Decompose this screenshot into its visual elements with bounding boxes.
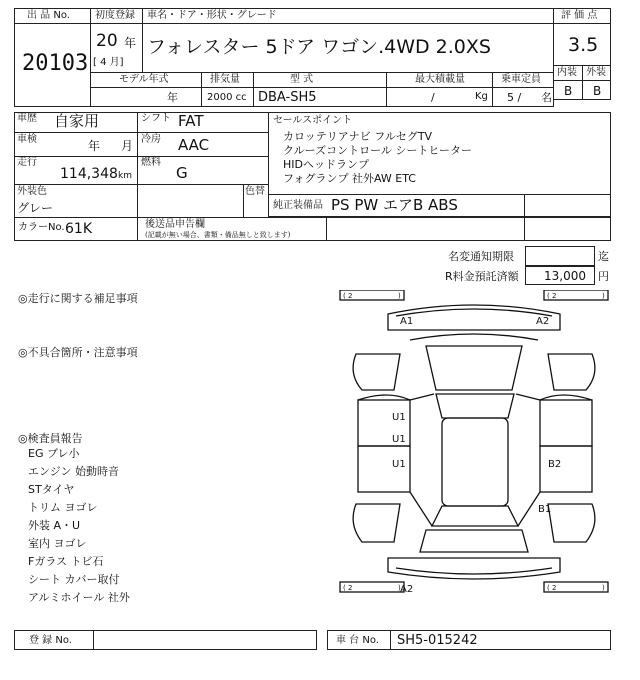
rear-window bbox=[432, 506, 518, 526]
lot-label-cell bbox=[14, 8, 91, 24]
roof bbox=[442, 418, 508, 506]
exterior-label-cell bbox=[582, 65, 611, 81]
inspection-month-unit: 月 bbox=[121, 139, 134, 153]
tyre-tag: ( 2 bbox=[547, 292, 557, 300]
rear-bumper bbox=[388, 558, 560, 579]
score-label-cell bbox=[553, 8, 611, 24]
lot-number-cell bbox=[14, 23, 91, 107]
exterior-label: 外装 bbox=[586, 67, 606, 78]
defects-heading: ◎不具合箇所・注意事項 bbox=[18, 346, 138, 359]
capacity: 5 / bbox=[507, 91, 522, 104]
equipment-extra-cell bbox=[524, 194, 611, 217]
fuel: G bbox=[176, 164, 188, 182]
inspector-line: トリム ヨゴレ bbox=[28, 501, 98, 514]
score-cell bbox=[553, 23, 611, 66]
color-no-label: カラーNo. bbox=[18, 222, 65, 233]
reg-value-cell bbox=[93, 630, 317, 650]
shift-label: シフト bbox=[141, 113, 171, 124]
inspector-line: 室内 ヨゴレ bbox=[28, 537, 87, 550]
car-damage-diagram bbox=[338, 290, 612, 608]
damage-mark: U1 bbox=[392, 412, 406, 423]
vehicle-name: フォレスター 5ドア ワゴン.4WD 2.0XS bbox=[147, 36, 491, 58]
first-reg-year: 20 bbox=[96, 31, 118, 51]
capacity-cell bbox=[492, 87, 554, 107]
color-no: 61K bbox=[65, 221, 92, 237]
tyre-tag: ( 2 bbox=[343, 584, 353, 592]
inspector-line: Fガラス トビ石 bbox=[28, 555, 104, 568]
history: 自家用 bbox=[54, 112, 100, 130]
max-load-label: 最大積載量 bbox=[415, 74, 465, 85]
tyre-tag: ( 2 bbox=[547, 584, 557, 592]
right-rear-fender bbox=[548, 504, 595, 542]
inspection-year-unit: 年 bbox=[88, 139, 101, 153]
docs-note: (記載が無い場合、書類・備品無しと致します) bbox=[145, 231, 291, 239]
vehicle-name-cell bbox=[142, 23, 554, 73]
chassis-label-cell bbox=[327, 630, 391, 650]
interior-grade: B bbox=[564, 84, 573, 98]
first-reg-month: [ 4 月] bbox=[93, 57, 124, 68]
lot-label: 出 品 No. bbox=[27, 10, 70, 21]
equipment-cell bbox=[268, 194, 525, 217]
recycle-amount: 13,000 bbox=[544, 269, 586, 283]
type: DBA-SH5 bbox=[258, 90, 317, 105]
tyre-tag: ( 2 bbox=[343, 292, 353, 300]
mileage: 114,348 bbox=[60, 166, 118, 182]
reg-label: 登 録 No. bbox=[29, 635, 72, 646]
damage-mark: U1 bbox=[392, 459, 406, 470]
model-year-label-cell bbox=[90, 72, 202, 88]
damage-mark: A2 bbox=[536, 316, 550, 327]
sales-point-line: クルーズコントロール シートヒーター bbox=[283, 144, 472, 157]
capacity-unit: 名 bbox=[541, 91, 552, 104]
hood bbox=[426, 346, 522, 390]
docs-extra-cell bbox=[326, 217, 525, 241]
mileage-unit: km bbox=[118, 171, 132, 181]
capacity-label: 乗車定員 bbox=[501, 74, 541, 85]
sales-point-line: カロッテリアナビ フルセグTV bbox=[283, 130, 433, 143]
vehicle-label-cell bbox=[142, 8, 554, 24]
docs-extra-cell bbox=[524, 217, 611, 241]
inspection-label: 車検 bbox=[17, 134, 37, 145]
reg-label-cell bbox=[14, 630, 94, 650]
model-year-unit: 年 bbox=[167, 91, 178, 104]
first-reg-cell bbox=[90, 23, 143, 73]
max-load-cell bbox=[386, 87, 493, 107]
displacement: 2000 cc bbox=[207, 92, 247, 103]
displacement-cell bbox=[201, 87, 254, 107]
aircon: AAC bbox=[178, 136, 210, 154]
sales-point-line: HIDヘッドランプ bbox=[283, 158, 369, 171]
score-label: 評 価 点 bbox=[561, 10, 598, 21]
chassis-label: 車 台 No. bbox=[336, 635, 379, 646]
inspector-line: シート カバー取付 bbox=[28, 573, 120, 586]
tyre-tag-end: ) bbox=[398, 292, 401, 300]
damage-mark: B1 bbox=[538, 504, 552, 515]
interior-label: 内装 bbox=[557, 67, 577, 78]
recycle-label: R料金預託済額 bbox=[445, 270, 519, 283]
vehicle-label: 車名・ドア・形状・グレード bbox=[147, 10, 277, 21]
inspector-line: エンジン 始動時音 bbox=[28, 465, 119, 478]
color-label: 外装色 bbox=[17, 186, 47, 197]
color-change-cell bbox=[243, 184, 269, 218]
docs-cell bbox=[137, 217, 327, 241]
chassis: SH5-015242 bbox=[397, 633, 478, 648]
damage-mark: U1 bbox=[392, 434, 406, 445]
deadline-unit: 迄 bbox=[598, 250, 609, 263]
sales-points-label: セールスポイント bbox=[273, 115, 353, 126]
equipment-label: 純正装備品 bbox=[273, 200, 323, 211]
type-cell bbox=[253, 87, 387, 107]
docs-label: 後送品申告欄 bbox=[145, 219, 205, 230]
damage-mark: A2 bbox=[400, 584, 414, 595]
left-front-fender bbox=[353, 354, 400, 390]
first-reg-label-cell bbox=[90, 8, 143, 24]
shift: FAT bbox=[178, 112, 204, 130]
year-unit: 年 bbox=[124, 36, 137, 50]
left-rear-fender bbox=[353, 504, 400, 542]
right-front-door bbox=[540, 400, 592, 446]
max-load-label-cell bbox=[386, 72, 493, 88]
recycle-box bbox=[525, 266, 595, 285]
tyre-tag-end: ) bbox=[398, 584, 401, 592]
damage-mark: B2 bbox=[548, 459, 562, 470]
displacement-label: 排気量 bbox=[210, 74, 240, 85]
history-label: 車歴 bbox=[17, 113, 37, 124]
recycle-unit: 円 bbox=[598, 270, 609, 283]
inspector-heading: ◎検査員報告 bbox=[18, 432, 83, 445]
windshield bbox=[436, 394, 514, 418]
inspector-line: EG ブレ小 bbox=[28, 447, 80, 460]
equipment: PS PW エアB ABS bbox=[331, 196, 458, 214]
color: グレー bbox=[17, 201, 54, 215]
tyre-tag-end: ) bbox=[602, 292, 605, 300]
max-load-slash: / bbox=[431, 91, 435, 104]
inspector-line: アルミホイール 社外 bbox=[28, 591, 130, 604]
sales-points-cell bbox=[268, 112, 611, 195]
color-no-cell bbox=[14, 217, 138, 241]
color-change-label: 色替 bbox=[245, 186, 265, 197]
driving-heading: ◎走行に関する補足事項 bbox=[18, 292, 138, 305]
right-front-fender bbox=[548, 354, 595, 390]
model-year-cell bbox=[90, 87, 202, 107]
chassis-value-cell bbox=[390, 630, 611, 650]
tailgate bbox=[420, 530, 528, 552]
model-year-label: モデル年式 bbox=[119, 74, 169, 85]
capacity-label-cell bbox=[492, 72, 554, 88]
displacement-label-cell bbox=[201, 72, 254, 88]
sales-point-line: フォグランプ 社外AW ETC bbox=[283, 172, 416, 185]
interior-grade-cell bbox=[553, 80, 583, 100]
score: 3.5 bbox=[568, 34, 599, 56]
fuel-label: 燃料 bbox=[141, 157, 161, 168]
inspector-line: STタイヤ bbox=[28, 483, 75, 496]
exterior-grade-cell bbox=[582, 80, 611, 100]
deadline-box bbox=[525, 246, 595, 266]
damage-mark: A1 bbox=[400, 316, 414, 327]
max-load-unit: Kg bbox=[475, 91, 488, 102]
tyre-tag-end: ) bbox=[602, 584, 605, 592]
first-reg-label: 初度登録 bbox=[95, 10, 135, 21]
mileage-label: 走行 bbox=[17, 157, 37, 168]
interior-label-cell bbox=[553, 65, 583, 81]
aircon-label: 冷房 bbox=[141, 134, 161, 145]
inspector-line: 外装 A・U bbox=[28, 519, 81, 532]
deadline-label: 名変通知期限 bbox=[448, 250, 514, 263]
type-label: 型 式 bbox=[290, 74, 314, 85]
lot-number: 20103 bbox=[22, 51, 89, 76]
exterior-grade: B bbox=[593, 84, 602, 98]
type-label-cell bbox=[253, 72, 387, 88]
